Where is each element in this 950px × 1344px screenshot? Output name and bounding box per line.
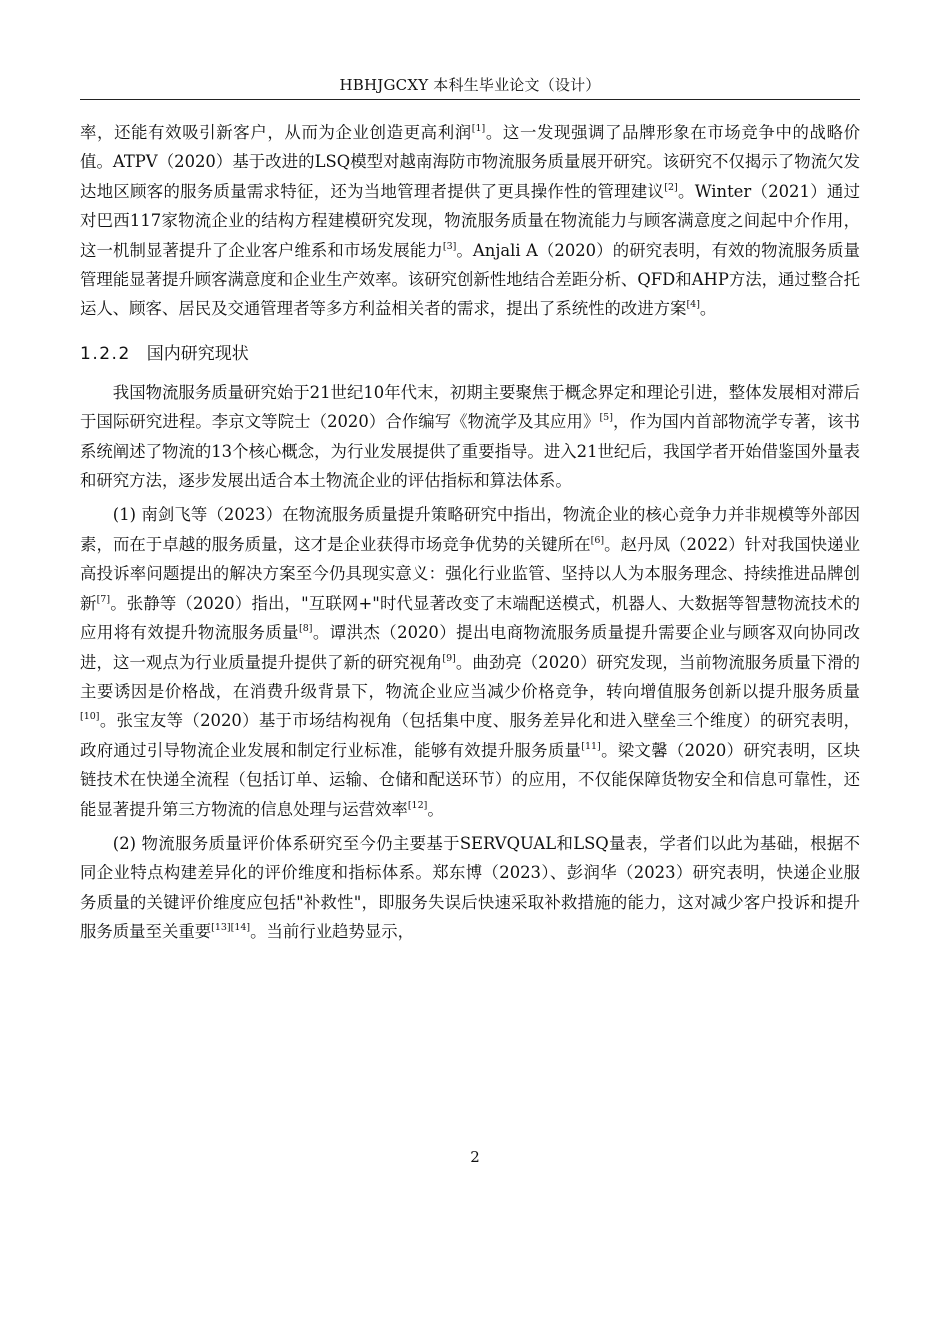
body-text [80,118,860,947]
citation-ref: [10] [80,711,100,723]
text-run: 。曲劲亮（2020）研究发现，当前物流服务质量下滑的主要诱因是价格战，在消费升级背景下，物流企业应当减少价格竞争，转向增值服务创新以提升服务质量 [80,652,861,701]
paragraph [80,378,860,496]
section-heading [80,341,860,367]
text-run: 。谭洪杰（2020）提出电商物流服务质量提升需要企业与顾客双向协同改进，这一观点为行业质量提升提供了新的研究视角 [80,623,861,672]
running-header: HBHJGCXY 本科生毕业论文（设计） [339,76,601,94]
citation-ref: [13][14] [211,922,251,934]
citation-ref: [5] [599,412,613,424]
text-run: (2) 物流服务质量评价体系研究至今仍主要基于SERVQUAL和LSQ量表，学者们以此为基础，根据不同企业特点构建差异化的评价维度和指标体系。郑东博（2023）、彭润华（2023）研究表明，快递企业服务质量的关键评价维度应包括"补救性"，即服务失误后快速采取补救措施的能力，这对减少客户投诉和提升服务质量至关重要 [80,833,860,942]
section-title: 国内研究现状 [146,343,249,364]
citation-ref: [9] [442,652,456,664]
citation-ref: [12] [407,799,428,811]
text-run: 。梁文馨（2020）研究表明，区块链技术在快递全流程（包括订单、运输、仓储和配送环节）的应用，不仅能保障货物安全和信息可靠性，还能显著提升第三方物流的信息处理与运营效率 [80,740,861,819]
text-run: 。张静等（2020）指出，"互联网+"时代显著改变了末端配送模式，机器人、大数据等智慧物流技术的应用将有效提升物流服务质量 [80,593,860,643]
text-run: 。 [699,299,717,319]
paragraph [80,118,860,324]
text-run: 我国物流服务质量研究始于21世纪10年代末，初期主要聚焦于概念界定和理论引进，整体发展相对滞后于国际研究进程。李京文等院士（2020）合作编写《物流学及其应用》 [80,382,860,432]
header-rule [80,99,860,100]
text-run: 。 [427,799,444,819]
citation-ref: [11] [581,740,601,752]
section-number: 1.2.2 [80,343,131,364]
text-run: 。赵丹凤（2022）针对我国快递业高投诉率问题提出的解决方案至今仍具现实意义：强化行业监管、坚持以人为本服务理念、持续推进品牌创新 [80,534,860,613]
text-run: 。Anjali A（2020）的研究表明，有效的物流服务质量管理能显著提升顾客满意度和企业生产效率。该研究创新性地结合差距分析、QFD和AHP方法，通过整合托运人、顾客、居民及交通管理者等多方利益相关者的需求，提出了系统性的改进方案 [80,240,861,319]
citation-ref: [8] [299,623,313,635]
text-run: 。张宝友等（2020）基于市场结构视角（包括集中度、服务差异化和进入壁垒三个维度）的研究表明，政府通过引导物流企业发展和制定行业标准，能够有效提升服务质量 [80,711,860,760]
citation-ref: [3] [442,240,457,252]
text-run: 。这一发现强调了品牌形象在市场竞争中的战略价值。ATPV（2020）基于改进的LSQ模型对越南海防市物流服务质量展开研究。该研究不仅揭示了物流欠发达地区顾客的服务质量需求特征，还为当地管理者提供了更具操作性的管理建议 [80,123,860,201]
citation-ref: [7] [96,593,111,605]
text-run: 。当前行业趋势显示， [250,922,415,942]
text-run: 率，还能有效吸引新客户，从而为企业创造更高利润 [80,123,472,142]
citation-ref: [6] [590,534,605,546]
citation-ref: [2] [664,181,678,193]
citation-ref: [4] [686,299,700,311]
paragraph [80,500,860,823]
text-run: (1) 南剑飞等（2023）在物流服务质量提升策略研究中指出，物流企业的核心竞争力并非规模等外部因素，而在于卓越的服务质量，这才是企业获得市场竞争优势的关键所在 [80,505,860,554]
page-number: 2 [470,1148,480,1166]
text-run: ，作为国内首部物流学专著，该书系统阐述了物流的13个核心概念，为行业发展提供了重要指导。进入21世纪后，我国学者开始借鉴国外量表和研究方法，逐步发展出适合本土物流企业的评估指标和算法体系。 [80,412,861,491]
paragraph [80,829,860,947]
text-run: 。Winter（2021）通过对巴西117家物流企业的结构方程建模研究发现，物流服务质量在物流能力与顾客满意度之间起中介作用，这一机制显著提升了企业客户维系和市场发展能力 [80,181,860,260]
citation-ref: [1] [471,123,486,134]
